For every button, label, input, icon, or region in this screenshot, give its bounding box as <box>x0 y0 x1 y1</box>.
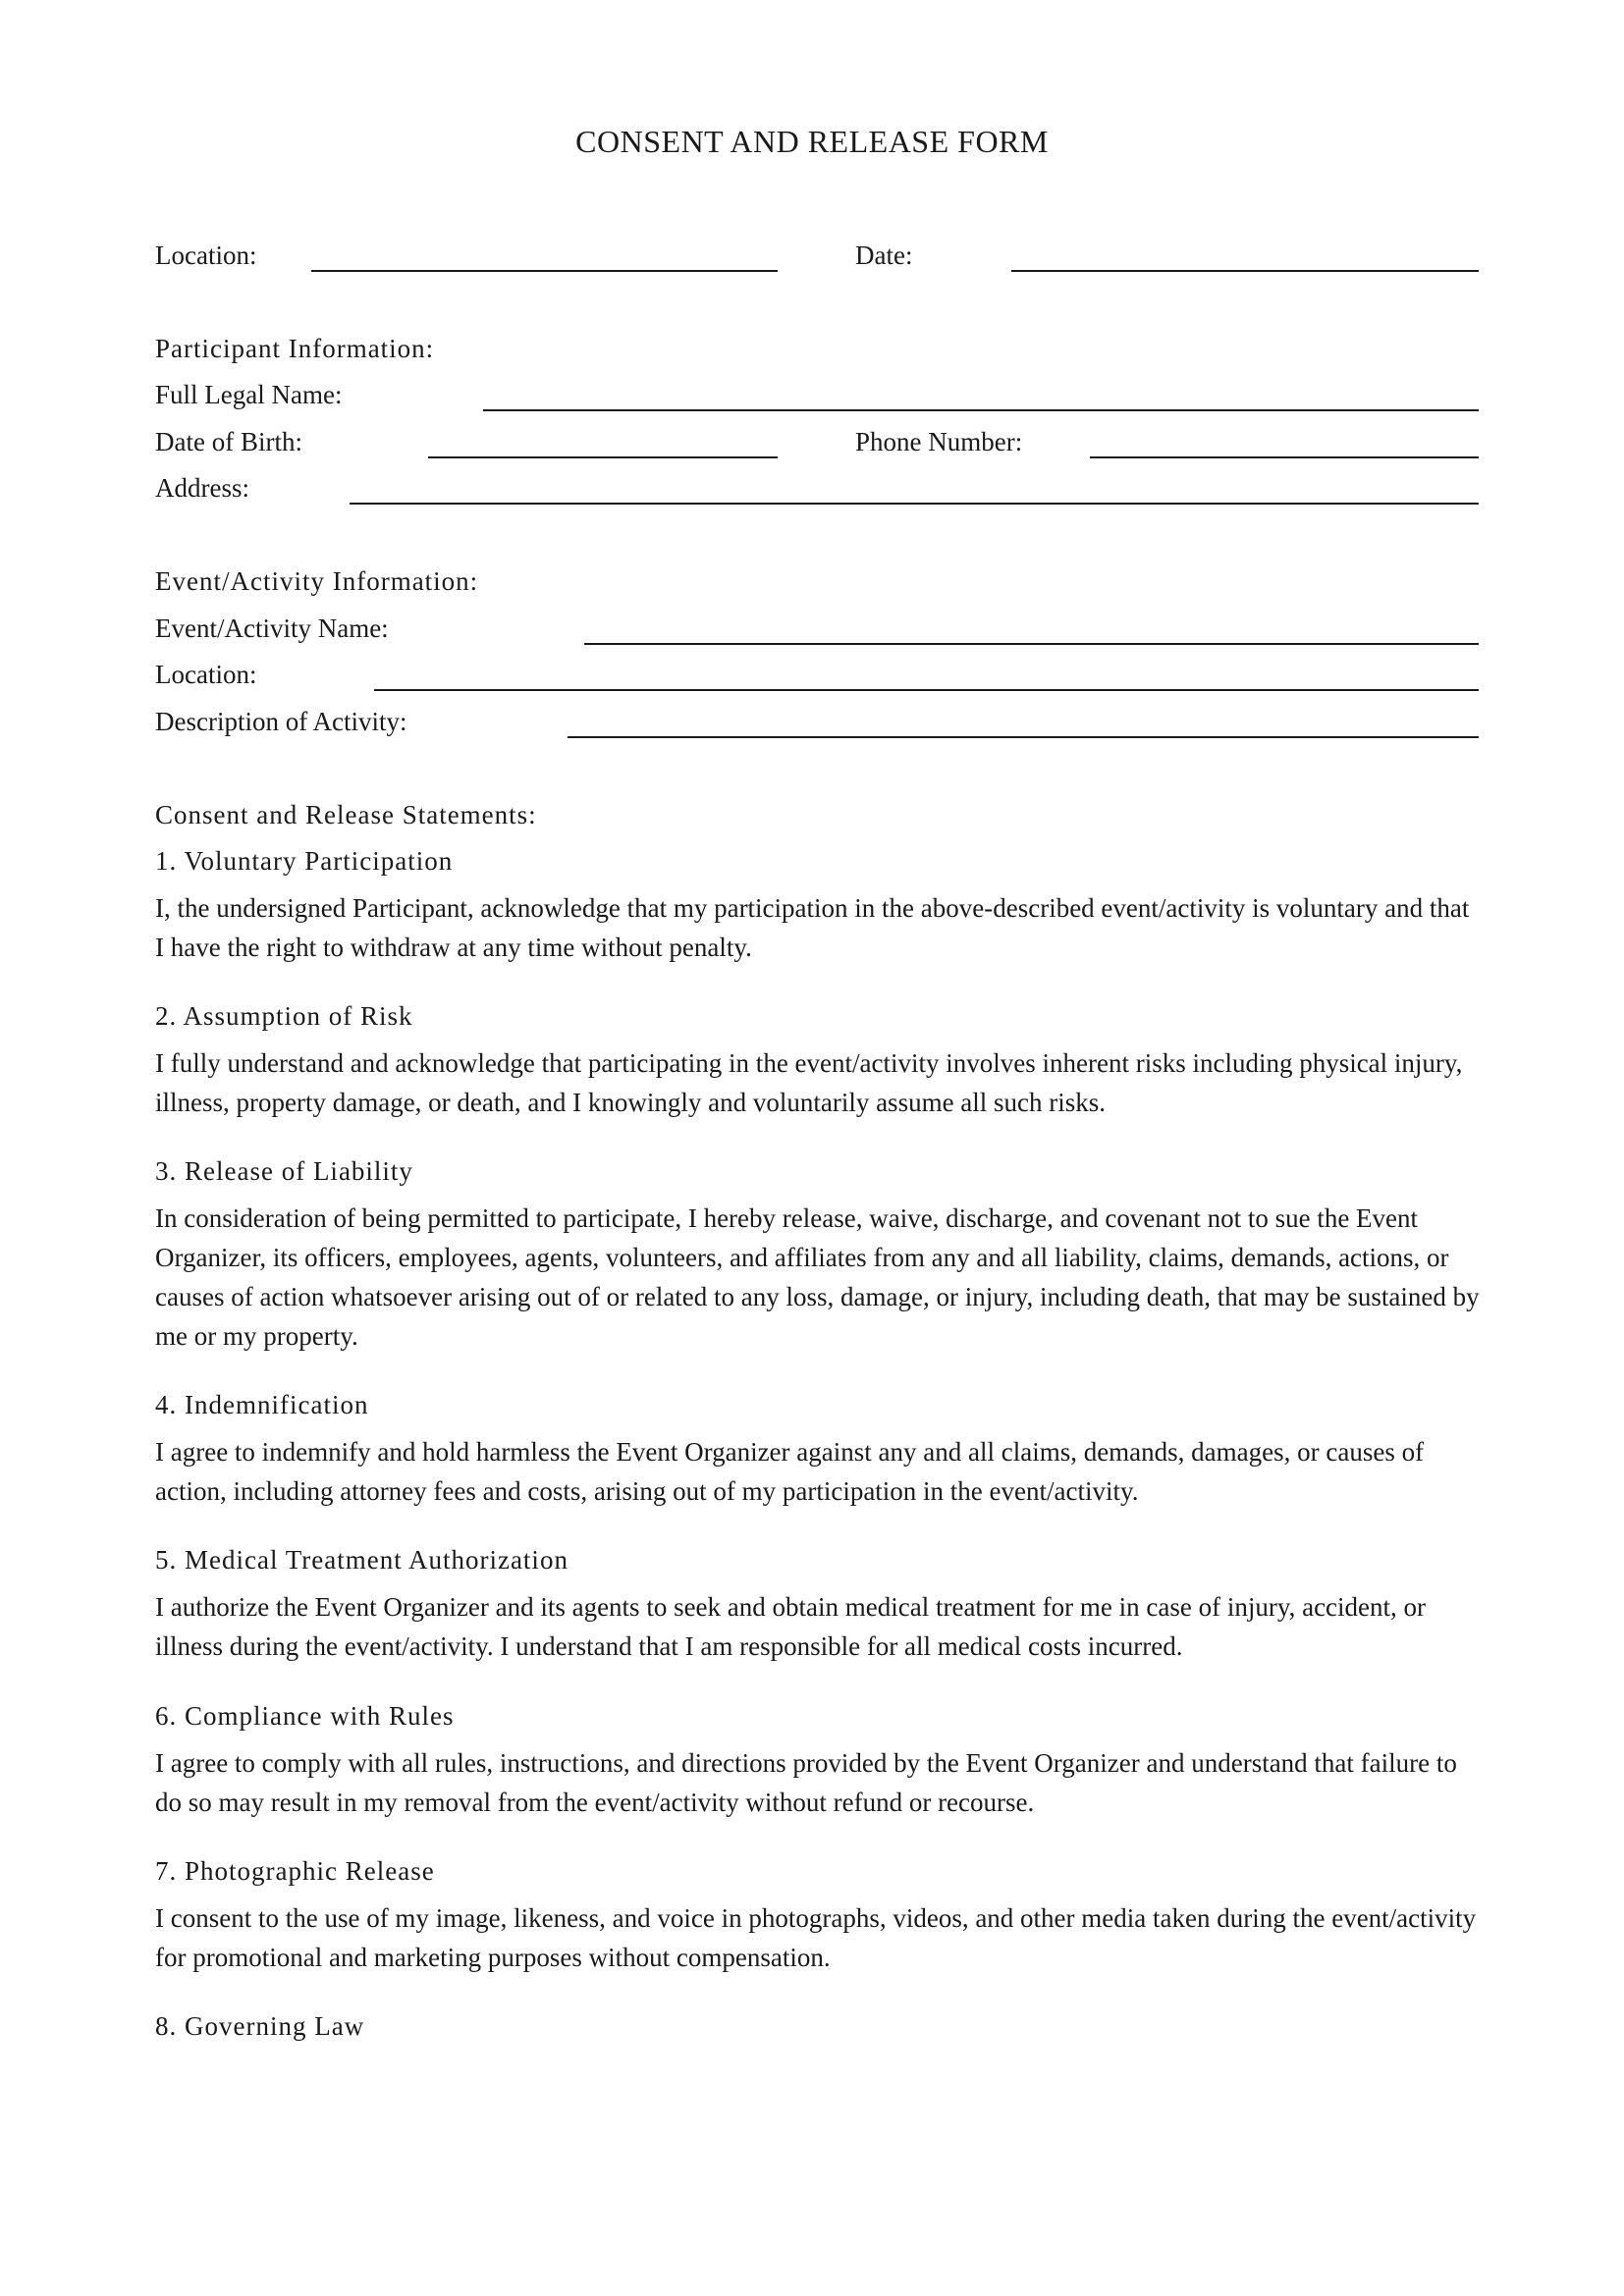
event-info-heading: Event/Activity Information: <box>155 566 479 596</box>
statement-4-body: I agree to indemnify and hold harmless the Event Organizer against any and all claims, demands, damages, or causes of action, including attorney fees and costs, arising out of my participation in the event/activity. <box>155 1437 1425 1506</box>
event-location-field[interactable] <box>374 689 1479 691</box>
statement-4-title: 4. Indemnification <box>155 1390 369 1419</box>
statement-2-title: 2. Assumption of Risk <box>155 1001 413 1031</box>
statement-1-title: 1. Voluntary Participation <box>155 846 454 876</box>
statement-3-title: 3. Release of Liability <box>155 1156 413 1186</box>
phone-label: Phone Number: <box>855 427 1023 456</box>
address-field[interactable] <box>350 503 1479 505</box>
form-title: CONSENT AND RELEASE FORM <box>575 124 1049 159</box>
activity-description-label: Description of Activity: <box>155 707 407 736</box>
statement-3-body: In consideration of being permitted to participate, I hereby release, waive, discharge, and covenant not to sue the Event Organizer, its officers, employees, agents, volunteers, and affiliates from any and all liability, claims, demands, actions, or causes of action whatsoever arising out of or related to any loss, damage, or injury, including death, that may be sustained by me or my property. <box>155 1203 1480 1351</box>
date-label: Date: <box>855 240 913 270</box>
event-name-label: Event/Activity Name: <box>155 614 389 643</box>
statement-5-body: I authorize the Event Organizer and its agents to seek and obtain medical treatment for me in case of injury, accident, or illness during the event/activity. I understand that I am responsible for all medical costs incurred. <box>155 1592 1427 1661</box>
statements-heading: Consent and Release Statements: <box>155 800 537 829</box>
statement-5-title: 5. Medical Treatment Authorization <box>155 1545 568 1575</box>
dob-label: Date of Birth: <box>155 427 302 456</box>
dob-field[interactable] <box>428 456 778 458</box>
statement-7-body: I consent to the use of my image, likeness, and voice in photographs, videos, and other media taken during the event/activity for promotional and marketing purposes without compensation. <box>155 1903 1477 1972</box>
event-name-field[interactable] <box>584 643 1479 645</box>
statement-1-body: I, the undersigned Participant, acknowledge that my participation in the above-described event/activity is voluntary and that I have the right to withdraw at any time without penalty. <box>155 893 1470 962</box>
event-location-label: Location: <box>155 660 257 689</box>
location-label: Location: <box>155 240 257 270</box>
participant-info-heading: Participant Information: <box>155 334 435 363</box>
statement-6-body: I agree to comply with all rules, instructions, and directions provided by the Event Organizer and understand that failure to do so may result in my removal from the event/activity without refund or recourse. <box>155 1748 1457 1817</box>
activity-description-field[interactable] <box>568 736 1479 738</box>
statement-6-title: 6. Compliance with Rules <box>155 1701 455 1731</box>
address-label: Address: <box>155 473 249 503</box>
statement-2-body: I fully understand and acknowledge that participating in the event/activity involves inherent risks including physical injury, illness, property damage, or death, and I knowingly and voluntarily assume all such risks. <box>155 1048 1463 1117</box>
full-name-field[interactable] <box>483 409 1479 411</box>
phone-field[interactable] <box>1090 456 1479 458</box>
full-name-label: Full Legal Name: <box>155 380 343 409</box>
location-field[interactable] <box>311 270 778 272</box>
date-field[interactable] <box>1011 270 1479 272</box>
statement-8-title: 8. Governing Law <box>155 2011 365 2041</box>
statement-7-title: 7. Photographic Release <box>155 1856 435 1886</box>
